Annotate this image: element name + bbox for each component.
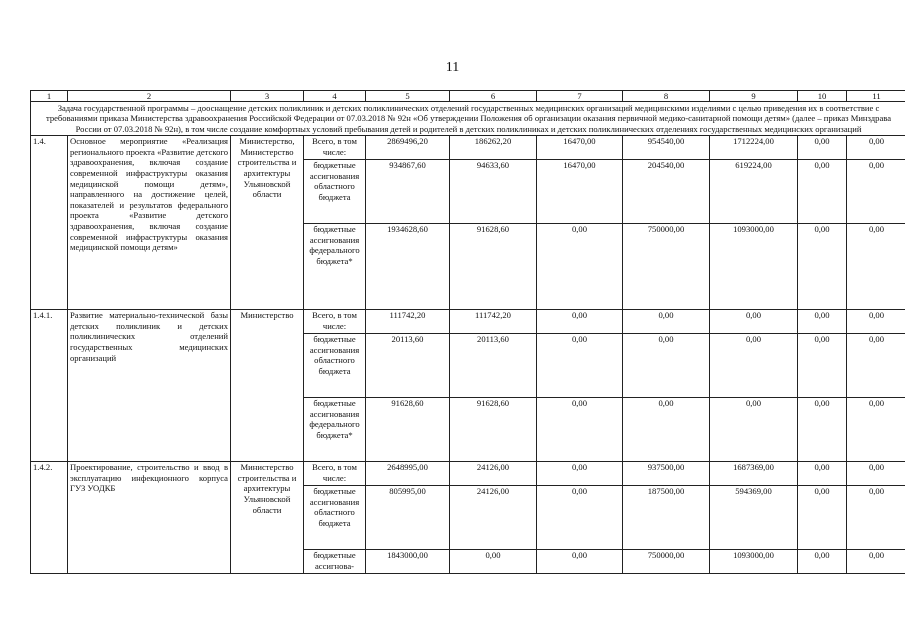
value-cell: 0,00 <box>450 550 537 574</box>
column-number: 9 <box>710 91 798 102</box>
value-cell: 1687369,00 <box>710 462 798 486</box>
value-cell: 0,00 <box>847 398 905 462</box>
value-cell: 204540,00 <box>623 160 710 224</box>
value-cell: 750000,00 <box>623 224 710 310</box>
value-cell: 0,00 <box>537 550 623 574</box>
table-row <box>31 136 905 160</box>
column-number: 8 <box>623 91 710 102</box>
funding-source: бюджетные ассигнова- <box>304 550 366 574</box>
value-cell: 0,00 <box>798 310 847 334</box>
value-cell: 91628,60 <box>450 398 537 462</box>
value-cell: 0,00 <box>847 310 905 334</box>
value-cell: 805995,00 <box>366 486 450 550</box>
value-cell: 0,00 <box>798 224 847 310</box>
value-cell: 1843000,00 <box>366 550 450 574</box>
value-cell: 0,00 <box>710 310 798 334</box>
value-cell: 0,00 <box>623 310 710 334</box>
value-cell: 0,00 <box>847 136 905 160</box>
funding-source: Всего, в том числе: <box>304 462 366 486</box>
value-cell: 0,00 <box>537 224 623 310</box>
value-cell: 111742,20 <box>366 310 450 334</box>
value-cell: 750000,00 <box>623 550 710 574</box>
value-cell: 2869496,20 <box>366 136 450 160</box>
task-description: Задача государственной программы – дооснащение детских поликлиник и детских поликлинических отделений государственных медицинских организаций медицинскими изделиями с целью приведения их в соответствие с требованиями приказа Министерства здравоохранения Российской Федерации от 07.03.2018 № 92н «Об утверждении Положения об организации оказания первичной медико-санитарной помощи детям» (далее – приказ Минздрава России от 07.03.2018 № 92н), в том числе создание комфортных условий пребывания детей и родителей в детских поликлиниках и детских поликлинических отделениях государственных медицинских организаций <box>31 102 905 136</box>
value-cell: 24126,00 <box>450 486 537 550</box>
value-cell: 1093000,00 <box>710 224 798 310</box>
value-cell: 0,00 <box>798 462 847 486</box>
column-number: 3 <box>231 91 304 102</box>
value-cell: 94633,60 <box>450 160 537 224</box>
column-number: 11 <box>847 91 905 102</box>
value-cell: 0,00 <box>847 462 905 486</box>
value-cell: 111742,20 <box>450 310 537 334</box>
row-code: 1.4. <box>31 136 68 310</box>
column-number-row <box>31 91 905 102</box>
value-cell: 0,00 <box>798 334 847 398</box>
value-cell: 0,00 <box>798 486 847 550</box>
value-cell: 954540,00 <box>623 136 710 160</box>
value-cell: 0,00 <box>847 224 905 310</box>
value-cell: 934867,60 <box>366 160 450 224</box>
value-cell: 0,00 <box>537 398 623 462</box>
row-code: 1.4.2. <box>31 462 68 574</box>
value-cell: 186262,20 <box>450 136 537 160</box>
value-cell: 0,00 <box>537 462 623 486</box>
column-number: 6 <box>450 91 537 102</box>
funding-source: бюджетные ассигнования федерального бюджета* <box>304 224 366 310</box>
value-cell: 91628,60 <box>450 224 537 310</box>
row-executor: Министерство <box>231 310 304 462</box>
column-number: 4 <box>304 91 366 102</box>
funding-source: Всего, в том числе: <box>304 310 366 334</box>
value-cell: 0,00 <box>847 160 905 224</box>
value-cell: 0,00 <box>847 486 905 550</box>
value-cell: 24126,00 <box>450 462 537 486</box>
funding-source: бюджетные ассигнования областного бюджета <box>304 486 366 550</box>
value-cell: 0,00 <box>710 398 798 462</box>
row-name: Проектирование, строительство и ввод в эксплуатацию инфекционного корпуса ГУЗ УОДКБ <box>68 462 231 574</box>
value-cell: 0,00 <box>798 136 847 160</box>
funding-source: бюджетные ассигнования федерального бюджета* <box>304 398 366 462</box>
value-cell: 1093000,00 <box>710 550 798 574</box>
value-cell: 187500,00 <box>623 486 710 550</box>
value-cell: 0,00 <box>798 550 847 574</box>
column-number: 10 <box>798 91 847 102</box>
row-executor: Министерство строительства и архитектуры Ульяновской области <box>231 462 304 574</box>
value-cell: 20113,60 <box>450 334 537 398</box>
row-executor: Министерство, Министерство строительства и архитектуры Ульяновской области <box>231 136 304 310</box>
task-row <box>31 102 905 136</box>
table-row <box>31 462 905 486</box>
value-cell: 0,00 <box>847 334 905 398</box>
value-cell: 2648995,00 <box>366 462 450 486</box>
row-code: 1.4.1. <box>31 310 68 462</box>
value-cell: 0,00 <box>537 334 623 398</box>
column-number: 5 <box>366 91 450 102</box>
value-cell: 16470,00 <box>537 136 623 160</box>
value-cell: 0,00 <box>710 334 798 398</box>
funding-source: бюджетные ассигнования областного бюджета <box>304 160 366 224</box>
value-cell: 594369,00 <box>710 486 798 550</box>
column-number: 7 <box>537 91 623 102</box>
table-row <box>31 310 905 334</box>
value-cell: 20113,60 <box>366 334 450 398</box>
funding-source: бюджетные ассигнования областного бюджета <box>304 334 366 398</box>
value-cell: 0,00 <box>537 486 623 550</box>
value-cell: 0,00 <box>537 310 623 334</box>
value-cell: 1934628,60 <box>366 224 450 310</box>
value-cell: 619224,00 <box>710 160 798 224</box>
funding-source: Всего, в том числе: <box>304 136 366 160</box>
page-number: 11 <box>445 60 460 75</box>
value-cell: 16470,00 <box>537 160 623 224</box>
budget-table <box>30 90 905 574</box>
row-name: Основное мероприятие «Реализация регионального проекта «Развитие детского здравоохранения, включая создание современной инфраструктуры оказания медицинской помощи детям», направленного на достижение целей, показателей и результатов федерального проекта «Развитие детского здравоохранения, включая создание современной инфраструктуры оказания медицинской помощи детям» <box>68 136 231 310</box>
value-cell: 1712224,00 <box>710 136 798 160</box>
value-cell: 0,00 <box>798 398 847 462</box>
value-cell: 937500,00 <box>623 462 710 486</box>
value-cell: 0,00 <box>798 160 847 224</box>
value-cell: 0,00 <box>623 334 710 398</box>
column-number: 1 <box>31 91 68 102</box>
row-name: Развитие материально-технической базы детских поликлиник и детских поликлинических отделений государственных медицинских организаций <box>68 310 231 462</box>
value-cell: 0,00 <box>623 398 710 462</box>
column-number: 2 <box>68 91 231 102</box>
value-cell: 91628,60 <box>366 398 450 462</box>
value-cell: 0,00 <box>847 550 905 574</box>
